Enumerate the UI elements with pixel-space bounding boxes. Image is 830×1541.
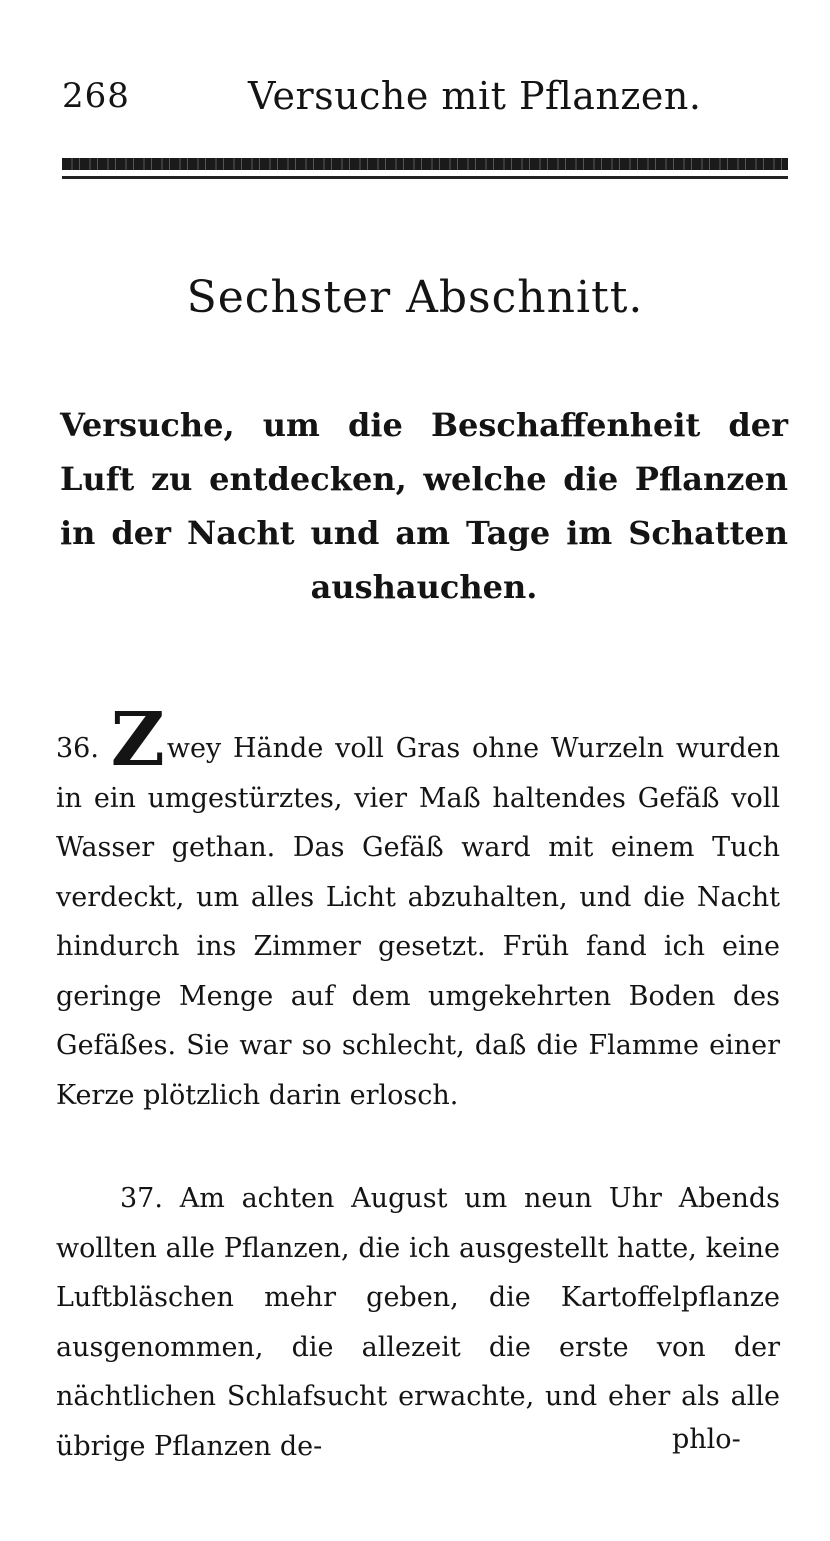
catchword: phlo- [672,1424,741,1455]
paragraph-text: wey Hände voll Gras ohne Wurzeln wurden in ein umgestürztes, vier Maß haltendes Gefäß voll Wasser gethan. Das Gefäß ward mit einem Tuch verdeckt, um alles Licht abzuhalten, und die Nacht hindurch ins Zimmer gesetzt. Früh fand ich eine geringe Menge auf dem umgekehrten Boden des Gefäßes. Sie war so schlecht, daß die Flamme einer Kerze plötzlich darin erlosch. [56,733,780,1111]
page-number: 268 [62,76,130,116]
header-rule-thick [62,158,788,170]
section-title: Sechster Abschnitt. [186,272,644,323]
paragraph-36 [56,697,780,1120]
paragraph-text: Am achten August um neun Uhr Abends wollten alle Pflanzen, die ich ausgestellt hatte, keine Luftbläschen mehr geben, die Kartoffelpflanze ausgenommen, die allezeit die erste von der nächtlichen Schlafsucht erwachte, und eher als alle übrige Pflanzen de- [56,1183,780,1462]
header-rule-thin [62,176,788,179]
page-header [62,72,788,122]
paragraph-number: 37. [120,1183,163,1214]
section-subtitle: Versuche, um die Beschaffenheit der Luft zu entdecken, welche die Pflanzen in der Nacht und am Tage im Schatten aushauchen. [60,406,788,606]
paragraph-number: 36. [56,733,99,764]
drop-capital: Z [110,697,165,783]
running-title: Versuche mit Pflanzen. [248,74,702,118]
